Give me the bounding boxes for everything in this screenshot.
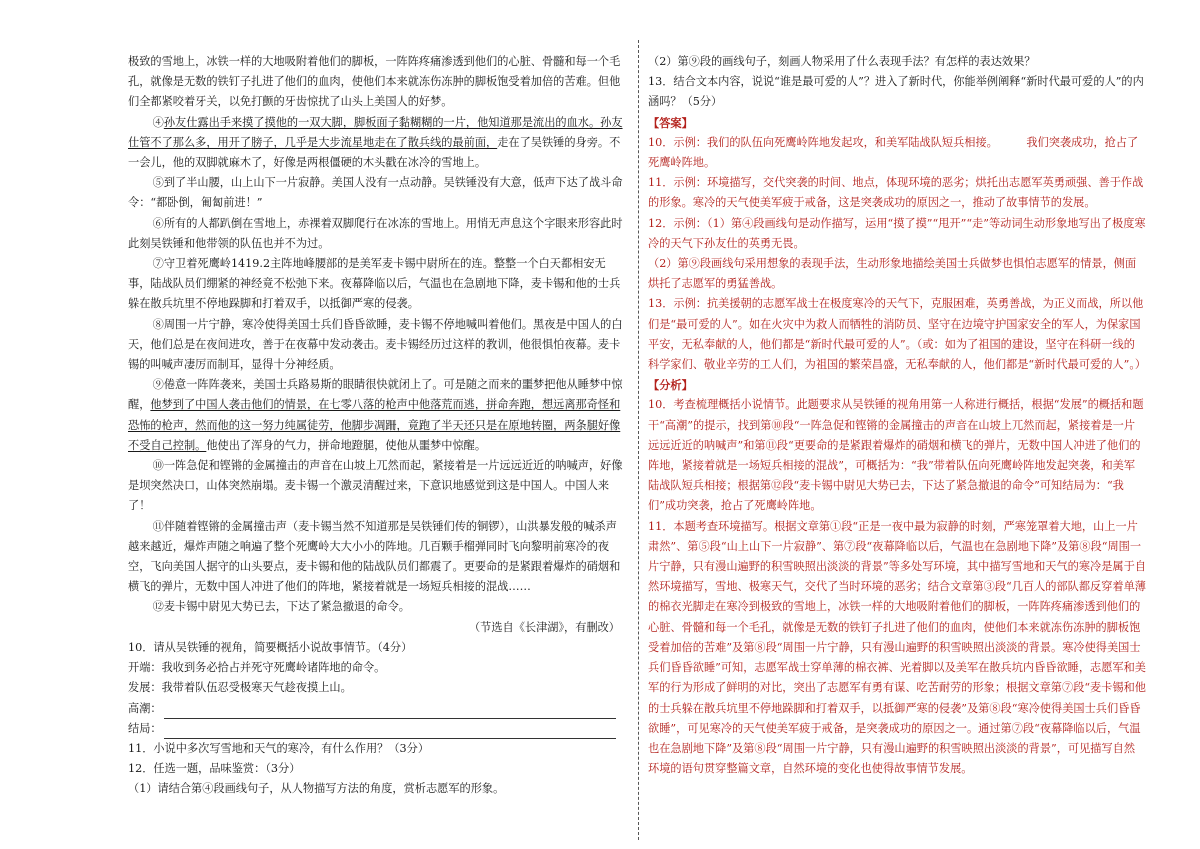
answer-heading: 【答案】 xyxy=(648,115,693,130)
answer-blank[interactable] xyxy=(164,704,616,719)
paragraph-8: ⑧周围一片宁静，寒冷使得美国士兵们昏昏欲睡，麦卡锡不停地喊叫着他们。黑夜是中国人的白天，他们总是在夜间进攻，善于在夜幕中发动袭击。麦卡锡经历过这样的教训，他很惧怕夜幕。麦卡锡的叫喊声凄厉而制耳，显得十分神经质。 xyxy=(128,317,623,372)
paragraph-number: ④ xyxy=(152,115,164,129)
plot-climax-label: 高潮： xyxy=(128,701,162,715)
right-column xyxy=(648,52,1146,779)
paragraph-text: 走在了吴铁锤的身旁。不一会儿，他的双脚就麻木了，好像是两根僵硬的木头戳在冰冷的雪地上。 xyxy=(128,135,621,170)
question-12-option-1: （1）请结合第④段画线句子，从人物描写方法的角度，赏析志愿军的形象。 xyxy=(128,782,505,796)
answer-10-part-1: 10．示例：我们的队伍向死鹰岭阵地发起攻，和美军陆战队短兵相接。 xyxy=(648,135,998,149)
underlined-sentence: 他梦到了中国人袭击他们的情景，在七零八落的枪声中他落荒而逃，拼命奔跑，想远离那奇怪和恐怖的枪声，然而他的这一努力纯属徒劳，他脚步凋跚，竟跑了半天还只是在原地转圈，两条腿好像不受自己控制。 xyxy=(128,398,621,452)
question-13: 13．结合文本内容，说说“谁是最可爱的人”？进入了新时代，你能举例阐释“新时代最可爱的人”的内涵吗？（5分） xyxy=(648,75,1144,109)
analysis-10: 10．考查梳理概括小说情节。此题要求从吴铁锤的视角用第一人称进行概括，根据“发展”的概括和题干“高潮”的提示，找到第⑩段“一阵急促和铿锵的金属撞击的声音在山坡上兀然而起，紧接着是一片远远近近的呐喊声”和第⑪段“更要命的是紧跟着爆炸的硝烟和横飞的弹片，无数中国人冲进了他们的阵地，紧接着就是一场短兵相接的混战”，可概括为：“我”带着队伍向死鹰岭阵地发起突袭，和美军陆战队短兵相接；根据第⑫段“麦卡锡中尉见大势已去，下达了紧急撤退的命令”可知结局为：“我们”成功突袭，抢占了死鹰岭阵地。 xyxy=(648,398,1144,513)
analysis-11: 11．本题考查环境描写。根据文章第①段“正是一夜中最为寂静的时刻，严寒笼罩着大地，山上一片肃然”、第⑤段“山上山下一片寂静”、第⑦段“夜幕降临以后，气温也在急剧地下降”及第⑧段“周围一片宁静，只有漫山遍野的积雪映照出淡淡的背景”等多处写环境，其中描写雪地和天气的寒冷是属于自然环境描写，雪地、极寒天气，交代了当时环境的恶劣；结合文章第③段“几百人的部队都反穿着单薄的棉衣光脚走在寒冷到极致的雪地上，冰铁一样的大地吸附着他们的脚板，一阵阵疼痛渗透到他们的心脏、骨髓和每一个毛孔，就像是无数的铁钉子扎进了他们的血肉，使他们本来就冻伤冻肿的脚板饱受着加倍的苦难”及第⑧段“周围一片宁静，只有漫山遍野的积雪映照出淡淡的背景。寒冷使得美国士兵们昏昏欲睡”可知，志愿军战士穿单薄的棉衣裤、光着脚以及美军在散兵坑内昏昏欲睡，志愿军和美军的行为形成了鲜明的对比，突出了志愿军有勇有谋、吃苦耐劳的形象；根据文章第⑦段“麦卡锡和他的士兵躲在散兵坑里不停地跺脚和打着双手，以抵御严寒的侵袭”及第⑧段“寒冷使得美国士兵们昏昏欲睡”，可见寒冷的天气使美军疲于戒备，是突袭成功的原因之一。通过第⑦段“夜幕降临以后，气温也在急剧地下降”及第⑧段“周围一片宁静，只有漫山遍野的积雪映照出淡淡的背景”，可见描写自然环境的语句贯穿整篇文章，自然环境的变化也使得故事情节发展。 xyxy=(648,519,1146,776)
plot-climax-row xyxy=(128,699,626,719)
plot-ending-label: 结局： xyxy=(128,721,162,735)
underlined-sentence: 孙友仕露出手来摸了摸他的一双大脚，脚板面子黏糊糊的一片，他知道那是流出的血水。孙友仕管不了那么多，用开了膀子，几乎是大步流星地走在了散兵线的最前面， xyxy=(128,115,623,149)
paragraph-11: ⑪伴随着铿锵的金属撞击声（麦卡锡当然不知道那是吴铁锤们传的铜锣），山洪暴发般的喊杀声越来越近，爆炸声随之响遍了整个死鹰岭大大小小的阵地。几百颗手榴弹同时飞向黎明前寒冷的夜空，飞向美国人据守的山头要点，麦卡锡和他的陆战队员们都震了。更要命的是紧跟着爆炸的硝烟和横飞的弹片，无数中国人冲进了他们的阵地，紧接着就是一场短兵相接的混战…… xyxy=(128,519,621,594)
answer-blank[interactable] xyxy=(164,724,616,739)
paragraph-12: ⑫麦卡锡中尉见大势已去，下达了紧急撤退的命令。 xyxy=(152,600,410,614)
left-column xyxy=(128,52,626,800)
paragraph-5: ⑤到了半山腰，山上山下一片寂静。美国人没有一点动静。吴铁锤没有大意，低声下达了战斗命令：“都卧倒，匍匐前进！” xyxy=(128,176,623,210)
paragraph-4 xyxy=(128,113,626,174)
question-12: 12．任选一题，品味鉴赏：（3分） xyxy=(128,762,301,776)
source-note: （节选自《长津湖》，有删改） xyxy=(468,620,620,634)
plot-development: 发展：我带着队伍忍受极寒天气趁夜摸上山。 xyxy=(128,681,352,695)
paragraph-3-end: 极致的雪地上，冰铁一样的大地吸附着他们的脚板，一阵阵疼痛渗透到他们的心脏、骨髓和每一个毛孔，就像是无数的铁钉子扎进了他们的血肉，使他们本来就冻伤冻肿的脚板饱受着加倍的苦难。但他们全都紧咬着牙关，以免打颤的牙齿惊扰了山头上美国人的好梦。 xyxy=(128,55,621,109)
question-10: 10．请从吴铁锤的视角，简要概括小说故事情节。（4分） xyxy=(128,640,413,654)
answer-10 xyxy=(648,133,1146,173)
column-divider xyxy=(638,40,639,840)
paragraph-6: ⑥所有的人都趴倒在雪地上，赤裸着双脚爬行在冰冻的雪地上。用悄无声息这个字眼来形容此时此刻吴铁锤和他带领的队伍也并不为过。 xyxy=(128,216,623,250)
answer-10-part-2: 我们突袭成功，抢占了死鹰岭阵地。 xyxy=(648,135,1139,170)
answer-13: 13．示例：抗美援朝的志愿军战士在极度寒冷的天气下，克服困难，英勇善战，为正义而战，所以他们是“最可爱的人”。如在火灾中为救人而牺牲的消防员、坚守在边境守护国家安全的军人，为保家国平安，无私奉献的人，他们都是“新时代最可爱的人”。（或：如为了祖国的建设，坚守在科研一线的科学家们、敬业辛劳的工人们，为祖国的繁荣昌盛，无私奉献的人，他们都是“新时代最可爱的人”。） xyxy=(648,297,1147,372)
answer-12-2: （2）第⑨段画线句采用想象的表现手法，生动形象地描绘美国士兵做梦也惧怕志愿军的情景，侧面烘托了志愿军的勇猛善战。 xyxy=(648,257,1137,291)
paragraph-text: 他使出了浑身的气力，拼命地蹬腿，使他从噩梦中惊醒。 xyxy=(206,438,487,452)
question-11: 11．小说中多次写雪地和天气的寒冷，有什么作用？（3分） xyxy=(128,741,430,755)
analysis-heading: 【分析】 xyxy=(648,378,693,393)
paragraph-10: ⑩一阵急促和铿锵的金属撞击的声音在山坡上兀然而起，紧接着是一片远远近近的呐喊声，好像是坝突然决口，山体突然崩塌。麦卡锡一个激灵清醒过来，下意识地感觉到这是中国人。中国人来了！ xyxy=(128,459,623,513)
plot-start: 开端：我收到务必拾占并死守死鹰岭诸阵地的命令。 xyxy=(128,661,386,675)
paragraph-text: ⑨倦意一阵阵袭来，美国士兵路易斯的眼睛很快就闭上了。可是随之而来的噩梦把他从睡梦中惊醒， xyxy=(128,378,623,412)
paragraph-9 xyxy=(128,375,626,456)
paragraph-7: ⑦守卫着死鹰岭1419.2主阵地峰腰部的是美军麦卡锡中尉所在的连。整整一个白天都相安无事，陆战队员们绷紧的神经竟不松弛下来。夜幕降临以后，气温也在急剧地下降，麦卡锡和他的士兵躲在散兵坑里不停地跺脚和打着双手，以抵御严寒的侵袭。 xyxy=(128,257,621,311)
answer-12-1: 12．示例：（1）第④段画线句是动作描写，运用“摸了摸”“甩开”“走”等动词生动形象地写出了极度寒冷的天气下孙友仕的英勇无畏。 xyxy=(648,216,1146,250)
question-12-option-2: （2）第⑨段的画线句子，刻画人物采用了什么表现手法？有怎样的表达效果？ xyxy=(648,55,1036,68)
plot-ending-row xyxy=(128,719,626,739)
answer-11: 11．示例：环境描写，交代突袭的时间、地点，体现环境的恶劣；烘托出志愿军英勇顽强、善于作战的形象。寒冷的天气使美军疲于戒备，这是突袭成功的原因之一，推动了故事情节的发展。 xyxy=(648,176,1144,210)
